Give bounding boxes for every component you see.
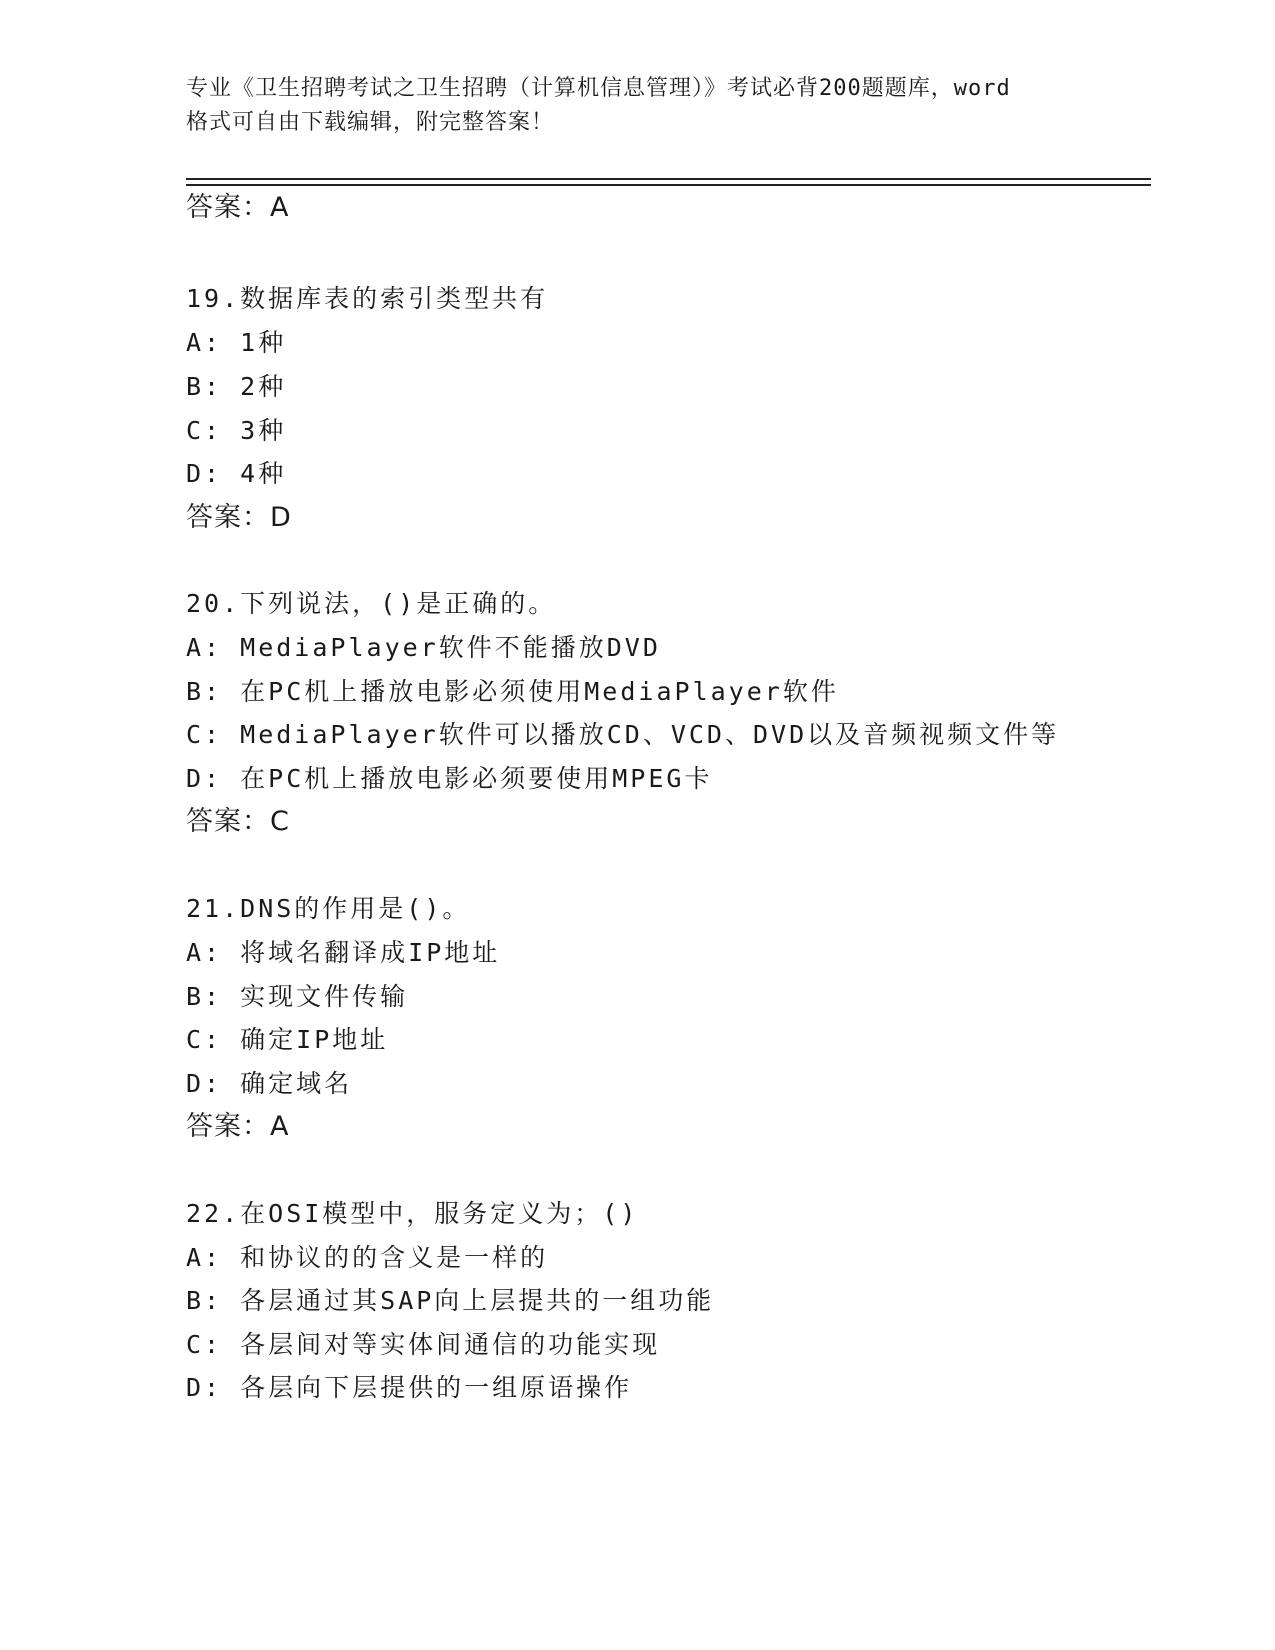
option-b: B: 各层通过其SAP向上层提共的一组功能 [186, 1286, 715, 1315]
answer-label: 答案：A [186, 1111, 290, 1142]
option-d: D: 各层向下层提供的一组原语操作 [186, 1373, 633, 1402]
question-stem: 20.下列说法，()是正确的。 [186, 589, 557, 618]
header-divider-top [186, 178, 1151, 180]
header-line-2: 格式可自由下载编辑，附完整答案！ [186, 110, 555, 135]
option-a: A: 将域名翻译成IP地址 [186, 938, 501, 967]
option-a: A: MediaPlayer软件不能播放DVD [186, 633, 661, 662]
option-d: D: 4种 [186, 459, 287, 488]
option-c: C: 确定IP地址 [186, 1025, 389, 1054]
header-line-1: 专业《卫生招聘考试之卫生招聘（计算机信息管理）》考试必背200题题库，word [186, 76, 1011, 101]
answer-label: 答案：C [186, 806, 290, 837]
document-header [186, 72, 1086, 140]
option-d: D: 在PC机上播放电影必须要使用MPEG卡 [186, 764, 713, 793]
question-stem: 21.DNS的作用是()。 [186, 894, 471, 923]
option-c: C: MediaPlayer软件可以播放CD、VCD、DVD以及音频视频文件等 [186, 720, 1060, 749]
question-stem: 19.数据库表的索引类型共有 [186, 284, 549, 313]
header-divider-bottom [186, 184, 1151, 186]
option-a: A: 1种 [186, 328, 287, 357]
option-c: C: 3种 [186, 416, 287, 445]
option-b: B: 2种 [186, 372, 287, 401]
previous-answer: 答案：A [186, 192, 290, 223]
option-b: B: 实现文件传输 [186, 982, 409, 1011]
option-b: B: 在PC机上播放电影必须使用MediaPlayer软件 [186, 677, 839, 706]
option-a: A: 和协议的的含义是一样的 [186, 1243, 549, 1272]
answer-label: 答案：D [186, 502, 292, 533]
question-stem: 22.在OSI模型中，服务定义为；() [186, 1199, 639, 1228]
option-c: C: 各层间对等实体间通信的功能实现 [186, 1330, 661, 1359]
option-d: D: 确定域名 [186, 1069, 353, 1098]
